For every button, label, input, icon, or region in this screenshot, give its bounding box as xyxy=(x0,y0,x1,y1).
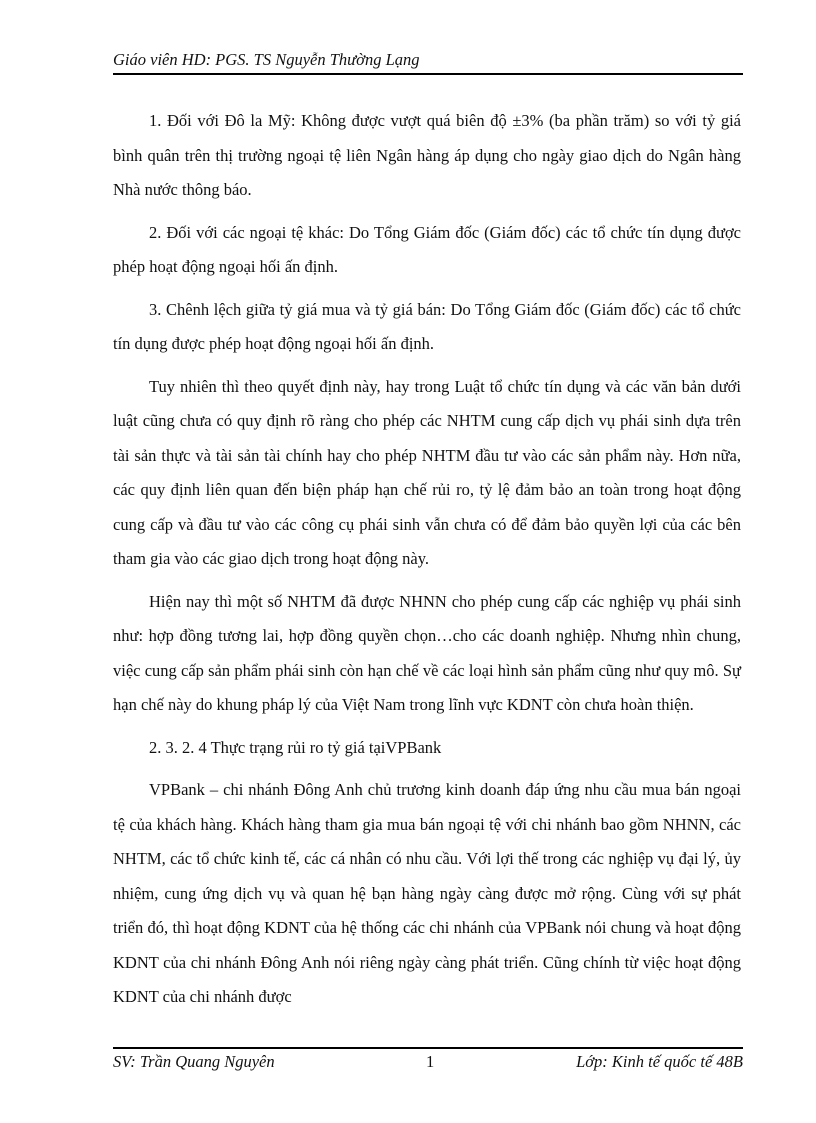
page-number: 1 xyxy=(426,1052,435,1071)
footer-student-name: SV: Trần Quang Nguyên xyxy=(113,1052,275,1071)
page-footer xyxy=(113,1052,743,1074)
header-divider xyxy=(113,73,743,75)
paragraph-legal-framework: Tuy nhiên thì theo quyết định này, hay trong Luật tổ chức tín dụng và các văn bản dưới luật cũng chưa có quy định rõ ràng cho phép các NHTM cung cấp dịch vụ phái sinh dựa trên tài sản thực và tài sản tài chính hay cho phép NHTM đầu tư vào các sản phẩm này. Hơn nữa, các quy định liên quan đến biện pháp hạn chế rủi ro, tỷ lệ đảm bảo an toàn trong hoạt động cung cấp và đầu tư vào các công cụ phái sinh vẫn chưa có để đảm bảo quyền lợi của các bên tham gia vào các giao dịch trong hoạt động này. xyxy=(113,376,741,568)
paragraph-buy-sell-spread: 3. Chênh lệch giữa tỷ giá mua và tỷ giá bán: Do Tổng Giám đốc (Giám đốc) các tổ chức tín dụng được phép hoạt động ngoại hối ấn định. xyxy=(113,299,741,353)
paragraph-derivatives-current: Hiện nay thì một số NHTM đã được NHNN cho phép cung cấp các nghiệp vụ phái sinh như: hợp đồng tương lai, hợp đồng quyền chọn…cho các doanh nghiệp. Nhưng nhìn chung, việc cung cấp sản phẩm phái sinh còn hạn chế về các loại hình sản phẩm cũng như quy mô. Sự hạn chế này do khung pháp lý của Việt Nam trong lĩnh vực KDNT còn chưa hoàn thiện. xyxy=(113,591,741,714)
page-header-title: Giáo viên HD: PGS. TS Nguyễn Thường Lạng xyxy=(113,50,420,69)
paragraph-usd-band: 1. Đối với Đô la Mỹ: Không được vượt quá biên độ ±3% (ba phần trăm) so với tỷ giá bình quân trên thị trường ngoại tệ liên Ngân hàng áp dụng cho ngày giao dịch do Ngân hàng Nhà nước thông báo. xyxy=(113,111,741,199)
footer-class-label: Lớp: Kinh tế quốc tế 48B xyxy=(576,1052,743,1071)
document-body xyxy=(113,104,741,1023)
paragraph-other-currencies: 2. Đối với các ngoại tệ khác: Do Tổng Giám đốc (Giám đốc) các tổ chức tín dụng được phép hoạt động ngoại hối ấn định. xyxy=(113,222,741,276)
paragraph-vpbank: VPBank – chi nhánh Đông Anh chủ trương kinh doanh đáp ứng nhu cầu mua bán ngoại tệ của khách hàng. Khách hàng tham gia mua bán ngoại tệ với chi nhánh bao gồm NHNN, các NHTM, các tổ chức kinh tế, các cá nhân có nhu cầu. Với lợi thế trong các nghiệp vụ đại lý, ủy nhiệm, cung ứng dịch vụ và quan hệ bạn hàng ngày càng được mở rộng. Cùng với sự phát triển đó, thì hoạt động KDNT của hệ thống các chi nhánh của VPBank nói chung và hoạt động KDNT của chi nhánh Đông Anh nói riêng ngày càng phát triển. Cũng chính từ việc hoạt động KDNT của chi nhánh được xyxy=(113,780,741,1006)
section-heading: 2. 3. 2. 4 Thực trạng rủi ro tỷ giá tạiVPBank xyxy=(149,737,442,757)
footer-divider xyxy=(113,1047,743,1049)
